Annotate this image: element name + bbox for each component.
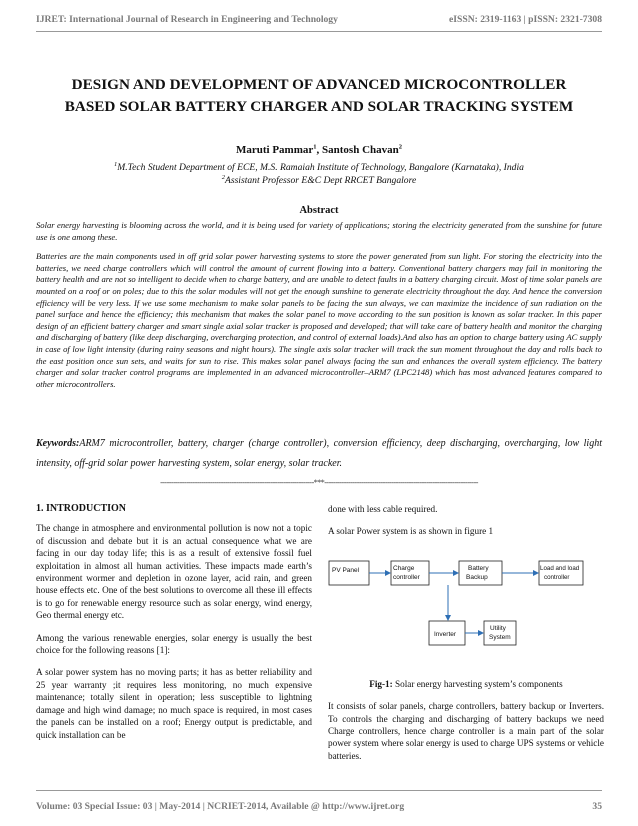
inverter-block (429, 621, 465, 645)
figure-1-caption (328, 678, 604, 690)
charge-controller-block (391, 561, 429, 585)
intro-paragraph-2: Among the various renewable energies, solar energy is usually the best choice for the following reasons [1]: (36, 632, 312, 656)
journal-name: IJRET: International Journal of Research in Engineering and Technology (36, 14, 338, 25)
affiliations (0, 161, 638, 187)
affiliation-2-mark: 2 (221, 173, 225, 181)
author-list (0, 144, 638, 156)
block-diagram (328, 548, 604, 660)
right-column (328, 503, 604, 772)
title-line-2: BASED SOLAR BATTERY CHARGER AND SOLAR TRACKING SYSTEM (64, 98, 574, 115)
battery-backup-label-1: Battery (468, 564, 489, 572)
pv-panel-block (329, 561, 369, 585)
utility-system-block (484, 621, 516, 645)
intro-paragraph-1: The change in atmosphere and environmental pollution is now not a topic of discussion and debate but it is an actual consequence what we are facing in our day today life; this is as a result of extensive fossil fuel exploitation in almost all human activities. These impacts made earth’s environment wormer and depletion in ozone layer, acid rain, and green house effects etc. One of the best solutions to overcome all these ill effects is to go for renewable energy resource such as solar energy, wind energy, Geo thermal energy etc. (36, 523, 312, 621)
abstract-body (36, 220, 602, 398)
intro-paragraph-3: A solar power system has no moving parts; it has as better reliability and 25 year warranty ;it requires less monitoring, no much expensive maintenance; totally silent in operation; less susceptible to lightning damage and high wind damage; no much space is required, in most cases the panels can be installed on a roof; Energy output is predictable, and quick installation can be (36, 667, 312, 740)
charge-controller-label-1: Charge (393, 564, 415, 572)
affiliation-2-text: Assistant Professor E&C Dept RRCET Bangalore (224, 175, 417, 186)
affiliation-2 (0, 174, 638, 187)
battery-backup-block (459, 561, 502, 585)
right-paragraph-3: It consists of solar panels, charge controllers, battery backup or Inverters. To controls the charging and discharging of battery backups we need Charge controllers, hence charge controller is a main part of the solar power system where solar energy is used to charge UPS systems or vehicle batteries. (328, 701, 604, 761)
charge-controller-label-2: controller (393, 573, 420, 581)
running-header (36, 14, 602, 25)
utility-system-label-2: System (489, 633, 511, 641)
load-controller-label-2: controller (544, 573, 570, 581)
paper-title (30, 74, 608, 118)
pv-panel-label: PV Panel (332, 566, 360, 574)
section-heading-introduction: 1. INTRODUCTION (36, 503, 127, 514)
inverter-label: Inverter (434, 630, 457, 638)
author-1-mark: 1 (313, 143, 317, 151)
utility-system-label-1: Utility (490, 624, 506, 632)
keywords (36, 434, 602, 474)
abstract-heading: Abstract (299, 205, 339, 216)
abstract-paragraph-1: Solar energy harvesting is blooming across the world, and it is being used for variety of applications; storing the electricity generated from the sunshine for future use is one among these. (36, 220, 602, 242)
battery-backup-label-2: Backup (466, 573, 488, 581)
author-2-mark: 2 (398, 143, 402, 151)
page-number: 35 (592, 801, 602, 812)
header-rule (36, 31, 602, 32)
author-2: Santosh Chavan (322, 144, 399, 156)
affiliation-1-mark: 1 (114, 160, 118, 168)
left-column (36, 503, 312, 751)
figure-1-caption-label: Fig-1: (369, 678, 393, 689)
right-paragraph-1: done with less cable required. (328, 504, 438, 514)
section-separator: -----------------------------------------------------------------------***----------------------------------------------------------------------- (160, 478, 478, 487)
affiliation-1-text: M.Tech Student Department of ECE, M.S. Ramaiah Institute of Technology, Bangalore (Karnataka), India (117, 162, 524, 173)
figure-1-caption-text: Solar energy harvesting system’s components (392, 678, 563, 689)
right-paragraph-2: A solar Power system is as shown in figure 1 (328, 526, 494, 537)
affiliation-1 (0, 161, 638, 174)
keywords-label: Keywords: (36, 438, 80, 449)
running-footer (36, 801, 602, 812)
title-line-1: DESIGN AND DEVELOPMENT OF ADVANCED MICROCONTROLLER (71, 76, 567, 93)
author-1: Maruti Pammar (235, 144, 314, 156)
issn: eISSN: 2319-1163 | pISSN: 2321-7308 (449, 14, 602, 25)
keywords-text: ARM7 microcontroller, battery, charger (charge controller), conversion efficiency, deep discharging, overcharging, low light intensity, off-grid solar power harvesting system, solar energy, solar tracker. (36, 438, 602, 469)
load-controller-block (539, 561, 583, 585)
figure-1 (328, 548, 604, 660)
footer-citation: Volume: 03 Special Issue: 03 | May-2014 | NCRIET-2014, Available @ http://www.ijret.org (36, 801, 405, 812)
abstract-paragraph-2: Batteries are the main components used in off grid solar power harvesting systems to store the power generated from sun light. For storing the electricity into the batteries, we need charge controllers which will control the amount of current flowing into a battery. Conventional battery chargers may fail in monitoring the battery health and are not so intelligent to decide when to charge battery, and are unable to detect faults in a battery charging circuit. Most of time solar panels are mounted on a roof or on poles; due to this the solar modules will not get the enough sunshine to generate electricity throughout the day. And hence the conversion efficiency will be very less. If we use some mechanism to make solar panels to be facing the sun always, we can maximize the incidence of sun radiation on the panel surface and hence the efficiency; this mechanism that makes the solar panel to move according to the sun position is known as solar tracker. In this paper design of an efficient battery charger and smart single axial solar tracker is proposed and developed; that will take care of battery health and monitor the charging and discharging of battery (like deep discharging, overcharging protection, and control of external loads).And also has an option to charge battery using AC supply in case of low light intensity (during rainy seasons and night hours). The single axis solar tracker will track the sun moment throughout the day and rolls back to the east position once sun sets, and waits for sun to rise. This makes solar panel always facing the sun and enhances the overall system efficiency. The battery charger and solar tracker control programs are implemented in an advanced microcontroller–ARM7 (LPC2148) which has most advanced features compared to other microcontrollers. (36, 251, 602, 389)
footer-rule (36, 790, 602, 791)
author-separator: , (316, 144, 323, 156)
load-controller-label-1: Load and load (540, 564, 580, 572)
